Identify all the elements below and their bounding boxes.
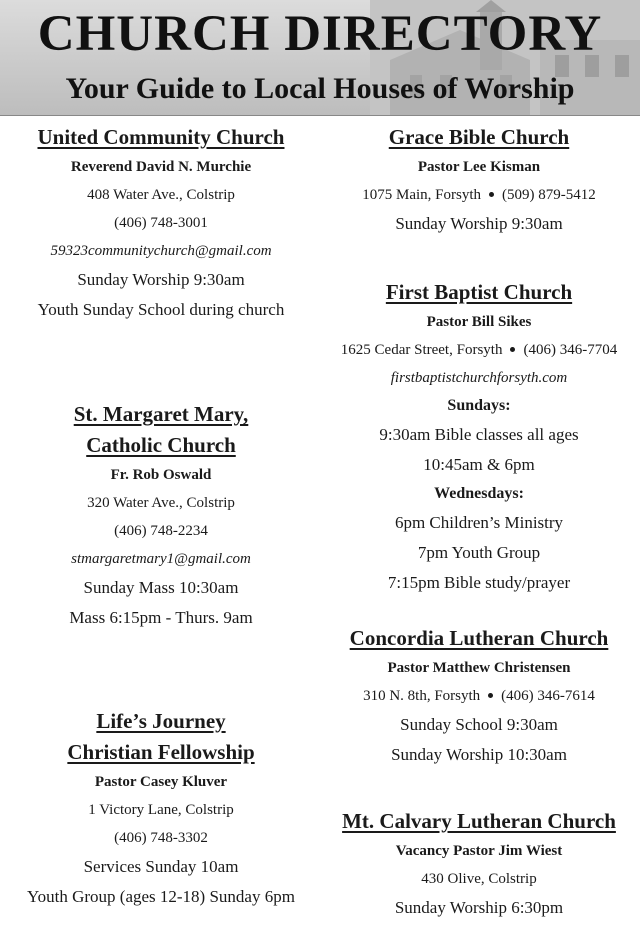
pastor-name: Pastor Lee Kisman xyxy=(417,159,541,175)
church-entry-grace-bible xyxy=(320,122,638,239)
service-time: Youth Sunday School during church xyxy=(37,300,285,319)
pastor-name: Pastor Bill Sikes xyxy=(426,314,532,330)
church-phone: (406) 748-3302 xyxy=(114,830,208,846)
church-entry-st-margaret-mary xyxy=(2,399,320,633)
service-time: Services Sunday 10am xyxy=(83,857,239,876)
service-time: 7pm Youth Group xyxy=(417,543,541,562)
church-address: 1 Victory Lane, Colstrip xyxy=(88,802,234,818)
bullet-icon xyxy=(510,347,515,352)
church-name-line2: Catholic Church xyxy=(86,433,236,457)
church-name: First Baptist Church xyxy=(385,280,573,304)
service-time: Sunday Worship 6:30pm xyxy=(394,898,564,917)
church-entry-united-community xyxy=(2,122,320,325)
sundays-heading: Sundays: xyxy=(447,397,511,414)
church-address: 1625 Cedar Street, Forsyth xyxy=(340,342,503,358)
wednesdays-heading: Wednesdays: xyxy=(434,485,524,502)
church-entry-lifes-journey xyxy=(2,706,320,912)
church-address: 1075 Main, Forsyth xyxy=(362,187,481,203)
church-name-line2: Christian Fellowship xyxy=(67,740,255,764)
church-address: 430 Olive, Colstrip xyxy=(421,871,537,887)
service-time: 10:45am & 6pm xyxy=(423,455,535,474)
service-time: Sunday Worship 9:30am xyxy=(77,270,245,289)
church-address: 310 N. 8th, Forsyth xyxy=(363,688,481,704)
pastor-name: Pastor Casey Kluver xyxy=(94,774,228,790)
church-email: stmargaretmary1@gmail.com xyxy=(71,551,251,567)
church-name: Grace Bible Church xyxy=(388,125,570,149)
church-address: 408 Water Ave., Colstrip xyxy=(87,187,235,203)
service-time: 7:15pm Bible study/prayer xyxy=(387,573,571,592)
church-entry-mt-calvary-lutheran xyxy=(320,806,638,923)
church-entry-first-baptist xyxy=(320,277,638,598)
church-address-phone xyxy=(320,682,638,710)
church-name: Mt. Calvary Lutheran Church xyxy=(342,809,616,833)
church-name: United Community Church xyxy=(37,125,285,149)
church-name: Concordia Lutheran Church xyxy=(349,626,609,650)
pastor-name: Vacancy Pastor Jim Wiest xyxy=(395,843,563,859)
service-time: 6pm Children’s Ministry xyxy=(394,513,564,532)
pastor-name: Pastor Matthew Christensen xyxy=(387,660,571,676)
service-time: Sunday Mass 10:30am xyxy=(83,578,239,597)
church-address-phone xyxy=(320,181,638,209)
church-phone: (406) 748-3001 xyxy=(114,215,208,231)
bullet-icon xyxy=(489,192,494,197)
service-time: 9:30am Bible classes all ages xyxy=(379,425,579,444)
church-phone: (509) 879-5412 xyxy=(502,187,596,203)
church-name-line1: Life’s Journey xyxy=(96,709,226,733)
service-time: Mass 6:15pm - Thurs. 9am xyxy=(69,608,253,627)
church-address: 320 Water Ave., Colstrip xyxy=(87,495,235,511)
church-name-line1: St. Margaret Mary, xyxy=(73,402,249,426)
service-time: Sunday School 9:30am xyxy=(400,715,558,734)
pastor-name: Fr. Rob Oswald xyxy=(110,467,212,483)
church-website: firstbaptistchurchforsyth.com xyxy=(390,370,568,386)
church-phone: (406) 346-7704 xyxy=(523,342,618,358)
church-phone: (406) 346-7614 xyxy=(501,688,595,704)
service-time: Youth Group (ages 12-18) Sunday 6pm xyxy=(27,887,295,906)
page-subtitle: Your Guide to Local Houses of Worship xyxy=(65,72,575,105)
service-time: Sunday Worship 9:30am xyxy=(395,214,563,233)
pastor-name: Reverend David N. Murchie xyxy=(70,159,252,175)
bullet-icon xyxy=(488,693,493,698)
page-title: CHURCH DIRECTORY xyxy=(37,6,603,62)
directory-header xyxy=(0,0,640,116)
church-phone: (406) 748-2234 xyxy=(114,523,208,539)
service-time: Sunday Worship 10:30am xyxy=(391,745,567,764)
church-email: 59323communitychurch@gmail.com xyxy=(50,243,272,259)
church-entry-concordia-lutheran xyxy=(320,623,638,770)
church-address-phone xyxy=(320,336,638,364)
